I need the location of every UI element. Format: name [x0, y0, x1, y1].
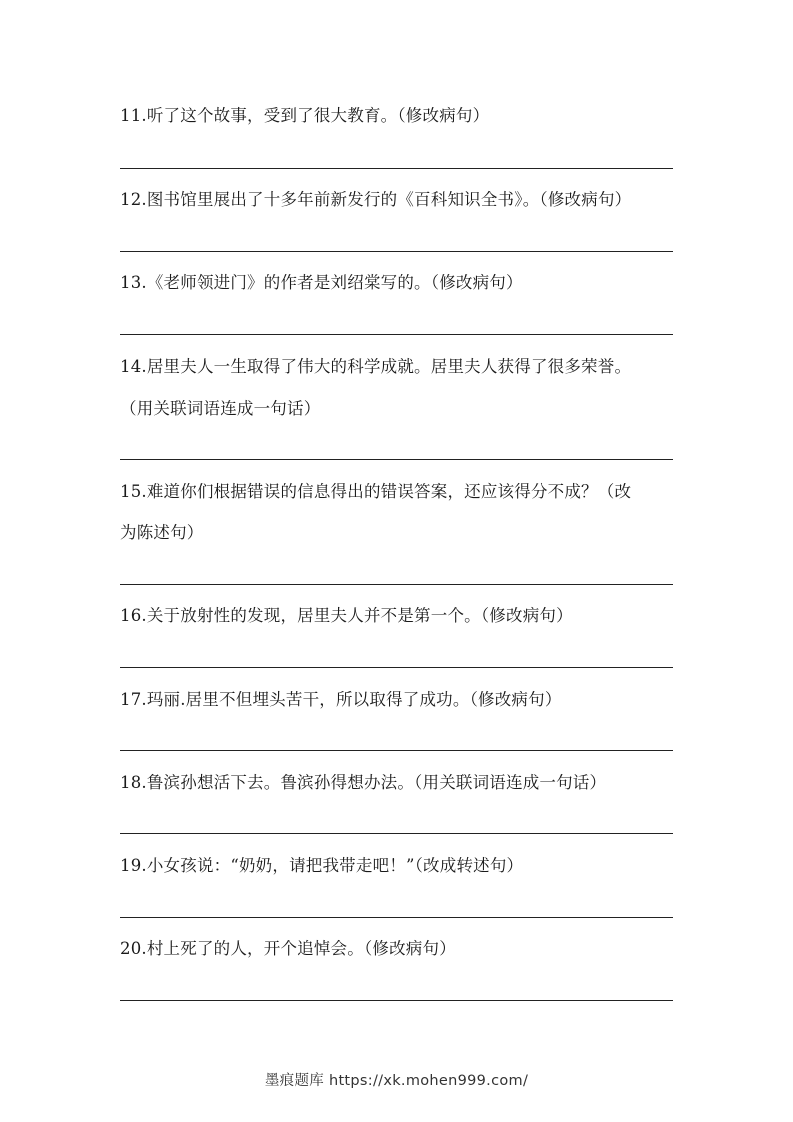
question-12: 12.图书馆里展出了十多年前新发行的《百科知识全书》。（修改病句）	[120, 190, 632, 209]
footer-watermark: 墨痕题库 https://xk.mohen999.com/	[264, 1073, 529, 1089]
question-19: 19.小女孩说：“奶奶，请把我带走吧！”（改成转述句）	[120, 856, 524, 875]
answer-line-14[interactable]	[120, 459, 673, 460]
answer-line-18[interactable]	[120, 833, 673, 834]
question-14: 14.居里夫人一生取得了伟大的科学成就。居里夫人获得了很多荣誉。	[120, 357, 632, 376]
answer-line-13[interactable]	[120, 334, 673, 335]
question-11: 11.听了这个故事，受到了很大教育。（修改病句）	[120, 106, 490, 125]
answer-line-19[interactable]	[120, 917, 673, 918]
answer-line-11[interactable]	[120, 168, 673, 169]
question-17: 17.玛丽.居里不但埋头苦干，所以取得了成功。（修改病句）	[120, 690, 562, 709]
question-16: 16.关于放射性的发现，居里夫人并不是第一个。（修改病句）	[120, 606, 573, 625]
question-15: 15.难道你们根据错误的信息得出的错误答案，还应该得分不成？（改	[120, 482, 632, 501]
question-15-line2: 为陈述句）	[120, 523, 204, 542]
question-20: 20.村上死了的人，开个追悼会。（修改病句）	[120, 939, 456, 958]
answer-line-17[interactable]	[120, 750, 673, 751]
answer-line-15[interactable]	[120, 584, 673, 585]
question-14-line2: （用关联词语连成一句话）	[120, 399, 321, 418]
question-18: 18.鲁滨孙想活下去。鲁滨孙得想办法。（用关联词语连成一句话）	[120, 773, 607, 792]
answer-line-16[interactable]	[120, 667, 673, 668]
answer-line-20[interactable]	[120, 1000, 673, 1001]
question-13: 13.《老师领进门》的作者是刘绍棠写的。（修改病句）	[120, 273, 523, 292]
answer-line-12[interactable]	[120, 251, 673, 252]
